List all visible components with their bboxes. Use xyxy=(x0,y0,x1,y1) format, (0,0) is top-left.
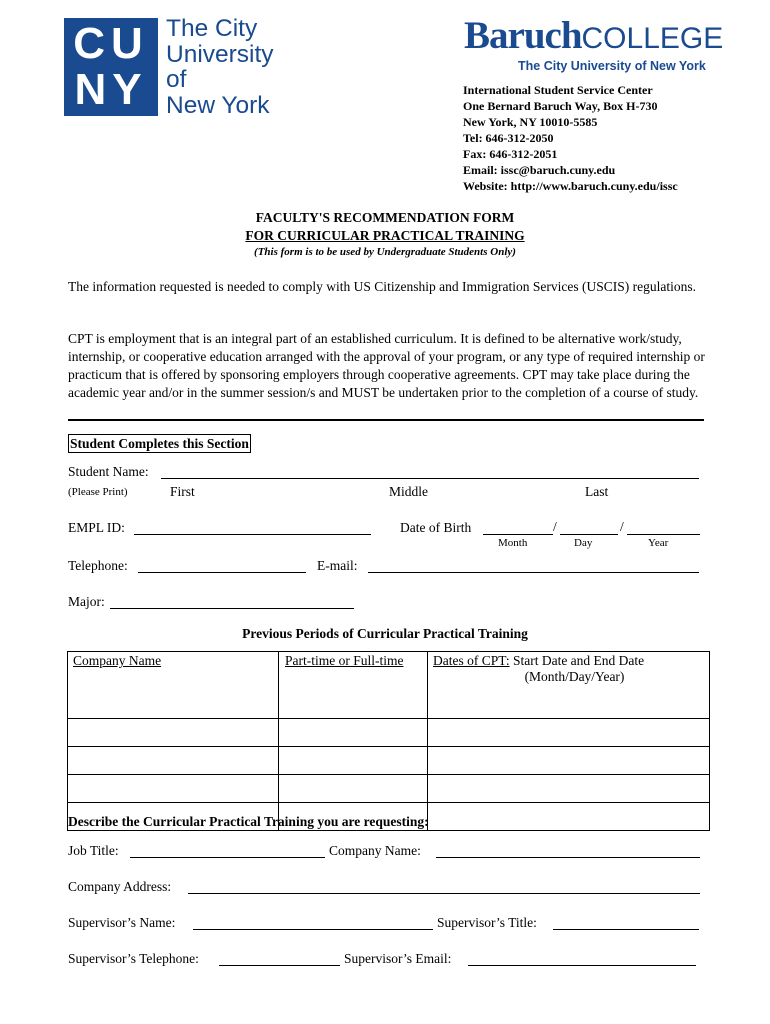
major-field[interactable] xyxy=(110,594,354,609)
table-cell[interactable] xyxy=(68,719,279,747)
contact-office: International Student Service Center xyxy=(463,83,653,97)
job-title-field[interactable] xyxy=(130,843,325,858)
email-field[interactable] xyxy=(368,558,699,573)
col-dates-format-label: (Month/Day/Year) xyxy=(524,669,625,684)
cuny-word-1: The City xyxy=(166,15,258,42)
intro-paragraph-uscis: The information requested is needed to comply with US Citizenship and Immigration Services (USCIS) regulations. xyxy=(68,279,697,294)
baruch-tagline: The City University of New York xyxy=(518,59,706,73)
student-name-field[interactable] xyxy=(161,464,699,479)
supervisor-name-field[interactable] xyxy=(193,915,433,930)
first-name-caption: First xyxy=(170,484,195,499)
dob-label: Date of Birth xyxy=(400,520,472,535)
student-section-heading: Student Completes this Section xyxy=(70,436,249,451)
cuny-word-4: New York xyxy=(166,91,270,119)
please-print-note: (Please Print) xyxy=(68,486,128,498)
telephone-field[interactable] xyxy=(138,558,306,573)
table-cell[interactable] xyxy=(68,747,279,775)
form-title-note: (This form is to be used by Undergraduate Students Only) xyxy=(254,246,516,258)
middle-name-caption: Middle xyxy=(389,484,428,499)
supervisor-email-label: Supervisor’s Email: xyxy=(344,951,452,966)
company-name-field[interactable] xyxy=(436,843,700,858)
supervisor-title-label: Supervisor’s Title: xyxy=(437,915,537,930)
empl-id-field[interactable] xyxy=(134,520,371,535)
company-address-label: Company Address: xyxy=(68,879,172,894)
col-dates-of-cpt xyxy=(428,652,710,719)
intro-paragraph-cpt: CPT is employment that is an integral part of an established curriculum. It is defined to be alternative work/study, internship, or cooperative education arranged with the approval of your program, or any type of required internship or practicum that is offered by sponsoring employers through cooperative agreements. CPT may take place during the academic year and/or in the summer session/s and MUST be undertaken prior to the completion of a course of study. xyxy=(68,331,705,400)
col-part-full-time-label: Part-time or Full-time xyxy=(285,653,404,668)
contact-city: New York, NY 10010-5585 xyxy=(463,115,598,129)
previous-cpt-heading: Previous Periods of Curricular Practical Training xyxy=(242,626,528,641)
company-name-label: Company Name: xyxy=(329,843,421,858)
contact-fax: Fax: 646-312-2051 xyxy=(463,147,558,161)
dob-separator-2: / xyxy=(620,519,624,534)
supervisor-telephone-label: Supervisor’s Telephone: xyxy=(68,951,199,966)
table-row xyxy=(68,719,710,747)
cuny-word-3: of xyxy=(166,66,187,93)
supervisor-name-label: Supervisor’s Name: xyxy=(68,915,176,930)
table-cell[interactable] xyxy=(428,747,710,775)
table-cell[interactable] xyxy=(428,775,710,803)
supervisor-email-field[interactable] xyxy=(468,951,696,966)
table-row xyxy=(68,747,710,775)
col-part-full-time xyxy=(279,652,428,719)
contact-email: Email: issc@baruch.cuny.edu xyxy=(463,163,616,177)
table-row xyxy=(68,775,710,803)
table-cell[interactable] xyxy=(279,719,428,747)
col-company-name-label: Company Name xyxy=(73,653,162,668)
col-company-name xyxy=(68,652,279,719)
contact-website: Website: http://www.baruch.cuny.edu/issc xyxy=(463,179,678,193)
job-title-label: Job Title: xyxy=(68,843,119,858)
baruch-logo xyxy=(464,14,724,73)
dob-month-caption: Month xyxy=(498,537,528,549)
form-title-line1: FACULTY'S RECOMMENDATION FORM xyxy=(255,210,515,225)
cuny-logo-mark xyxy=(64,18,158,116)
contact-tel: Tel: 646-312-2050 xyxy=(463,131,554,145)
cuny-logo-wordmark xyxy=(166,16,274,118)
describe-cpt-heading: Describe the Curricular Practical Training you are requesting: xyxy=(68,814,429,829)
baruch-wordmark xyxy=(464,14,724,61)
table-cell[interactable] xyxy=(68,775,279,803)
baruch-college: COLLEGE xyxy=(581,22,724,55)
contact-block xyxy=(463,82,678,194)
student-name-label: Student Name: xyxy=(68,464,149,479)
dob-month-field[interactable] xyxy=(483,520,553,535)
dob-day-field[interactable] xyxy=(560,520,618,535)
table-cell[interactable] xyxy=(428,719,710,747)
dob-year-caption: Year xyxy=(648,537,669,549)
company-address-field[interactable] xyxy=(188,879,700,894)
supervisor-title-field[interactable] xyxy=(553,915,699,930)
dob-year-field[interactable] xyxy=(627,520,700,535)
dob-separator-1: / xyxy=(553,519,557,534)
col-dates-of-cpt-label: Dates of CPT: xyxy=(433,653,510,668)
section-divider xyxy=(68,419,704,421)
major-label: Major: xyxy=(68,594,105,609)
cuny-logo-letters-top: CU xyxy=(73,19,149,68)
supervisor-telephone-field[interactable] xyxy=(219,951,340,966)
cuny-logo-letters-bottom: NY xyxy=(74,65,148,114)
email-label: E-mail: xyxy=(317,558,358,573)
last-name-caption: Last xyxy=(585,484,609,499)
table-cell[interactable] xyxy=(428,803,710,831)
contact-address: One Bernard Baruch Way, Box H-730 xyxy=(463,99,658,113)
previous-cpt-table xyxy=(67,651,710,831)
empl-id-label: EMPL ID: xyxy=(68,520,125,535)
table-cell[interactable] xyxy=(279,747,428,775)
table-header-row xyxy=(68,652,710,719)
table-cell[interactable] xyxy=(279,775,428,803)
cuny-word-2: University xyxy=(166,40,274,68)
dob-day-caption: Day xyxy=(574,537,593,549)
form-title-line2: FOR CURRICULAR PRACTICAL TRAINING xyxy=(245,228,525,243)
baruch-name: Baruch xyxy=(464,14,582,57)
telephone-label: Telephone: xyxy=(68,558,128,573)
col-dates-range-label: Start Date and End Date xyxy=(512,653,645,668)
